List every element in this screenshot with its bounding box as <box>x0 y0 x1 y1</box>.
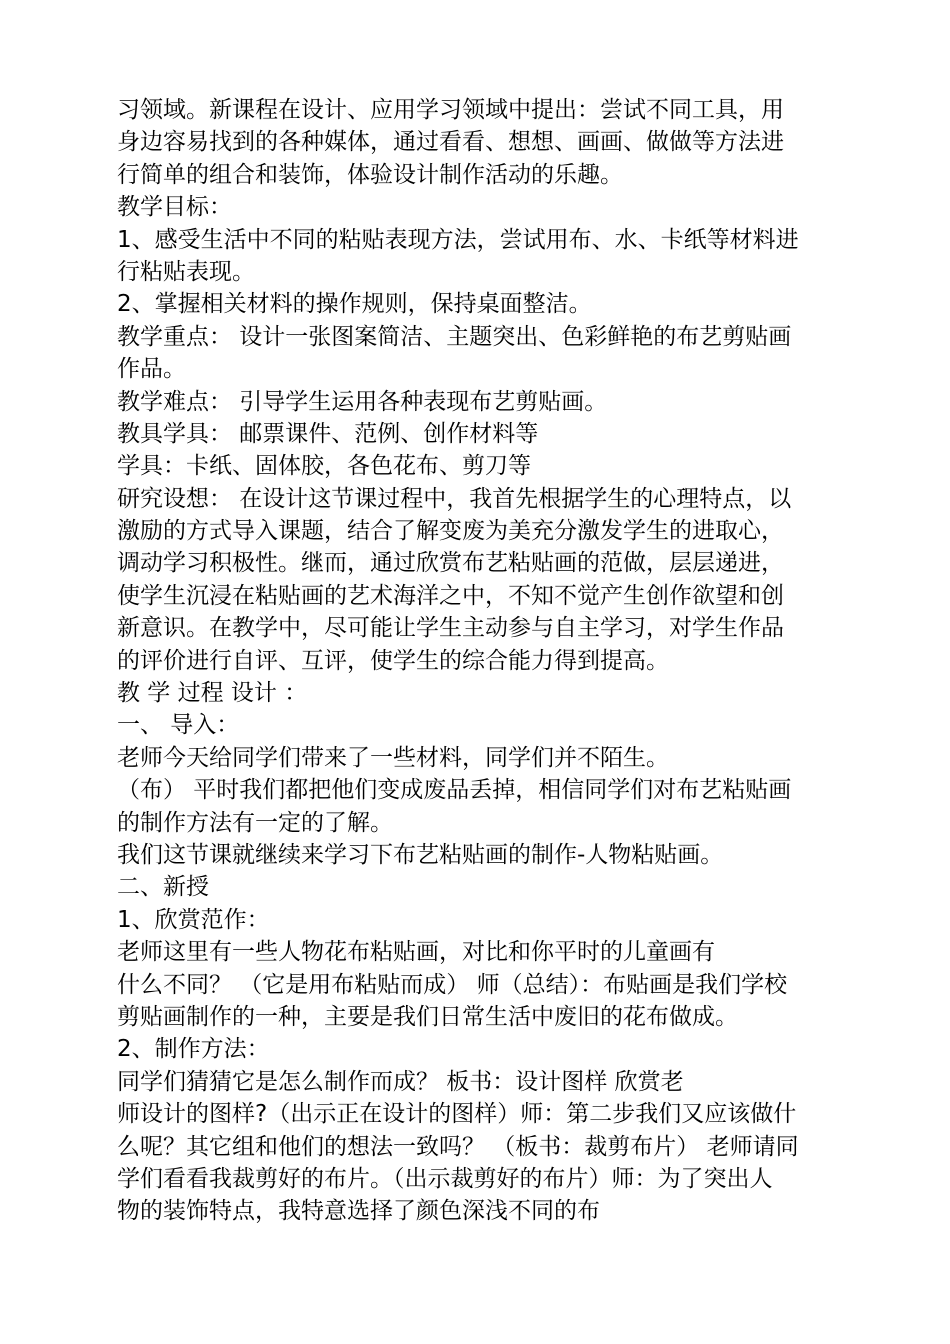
text-line: 新意识。在教学中，尽可能让学生主动参与自主学习，对学生作品 <box>117 615 784 642</box>
text-line: 激励的方式导入课题，结合了解变废为美充分激发学生的进取心， <box>117 518 784 545</box>
text-line: 教学难点： 引导学生运用各种表现布艺剪贴画。 <box>117 388 608 415</box>
text-line: 学具：卡纸、固体胶，各色花布、剪刀等 <box>117 453 531 480</box>
text-line: 教具学具： 邮票课件、范例、创作材料等 <box>117 420 539 447</box>
text-line: 作品。 <box>117 356 186 383</box>
text-line: 2、掌握相关材料的操作规则，保持桌面整洁。 <box>117 291 592 318</box>
text-line: 教学重点： 设计一张图案简洁、主题突出、色彩鲜艳的布艺剪贴画 <box>117 323 792 350</box>
text-line: 习领域。新课程在设计、应用学习领域中提出：尝试不同工具，用 <box>117 97 784 123</box>
text-line: 同学们猜猜它是怎么制作而成？ 板书：设计图样 欣赏老 <box>117 1068 684 1095</box>
section-heading: 一、 导入： <box>117 712 240 739</box>
text-line: （布） 平时我们都把他们变成废品丢掉，相信同学们对布艺粘贴画 <box>117 777 792 804</box>
text-line: 调动学习积极性。继而，通过欣赏布艺粘贴画的范做，层层递进， <box>117 550 784 577</box>
text-line: 身边容易找到的各种媒体，通过看看、想想、画画、做做等方法进 <box>117 129 784 156</box>
text-line: 师设计的图样?（出示正在设计的图样）师：第二步我们又应该做什 <box>117 1101 797 1128</box>
section-heading: 教学目标： <box>117 194 232 221</box>
text-line: 学们看看我裁剪好的布片。（出示裁剪好的布片）师：为了突出人 <box>117 1165 773 1192</box>
text-line: 老师这里有一些人物花布粘贴画，对比和你平时的儿童画有 <box>117 939 715 966</box>
text-line: 老师今天给同学们带来了一些材料，同学们并不陌生。 <box>117 744 669 771</box>
text-line: 剪贴画制作的一种，主要是我们日常生活中废旧的花布做成。 <box>117 1003 738 1030</box>
text-line: 的评价进行自评、互评，使学生的综合能力得到提高。 <box>117 647 669 674</box>
text-line: 行粘贴表现。 <box>117 258 255 285</box>
document-body <box>117 94 837 1228</box>
text-line: 1、感受生活中不同的粘贴表现方法，尝试用布、水、卡纸等材料进 <box>117 226 799 253</box>
text-line: 什么不同？ （它是用布粘贴而成） 师（总结）：布贴画是我们学校 <box>117 971 788 998</box>
section-heading: 教 学 过程 设计 ： <box>117 680 308 707</box>
text-line: 我们这节课就继续来学习下布艺粘贴画的制作-人物粘贴画。 <box>117 841 724 868</box>
text-line: 行简单的组合和装饰，体验设计制作活动的乐趣。 <box>117 161 623 188</box>
text-line: 么呢？其它组和他们的想法一致吗？ （板书：裁剪布片） 老师请同 <box>117 1133 799 1160</box>
text-line: 物的装饰特点，我特意选择了颜色深浅不同的布 <box>117 1198 600 1225</box>
text-line: 研究设想： 在设计这节课过程中，我首先根据学生的心理特点，以 <box>117 485 792 512</box>
text-line: 使学生沉浸在粘贴画的艺术海洋之中，不知不觉产生创作欲望和创 <box>117 582 784 609</box>
section-heading: 2、制作方法： <box>117 1036 270 1063</box>
section-heading: 1、欣赏范作： <box>117 906 270 933</box>
text-line: 的制作方法有一定的了解。 <box>117 809 393 836</box>
section-heading: 二、新授 <box>117 874 209 901</box>
